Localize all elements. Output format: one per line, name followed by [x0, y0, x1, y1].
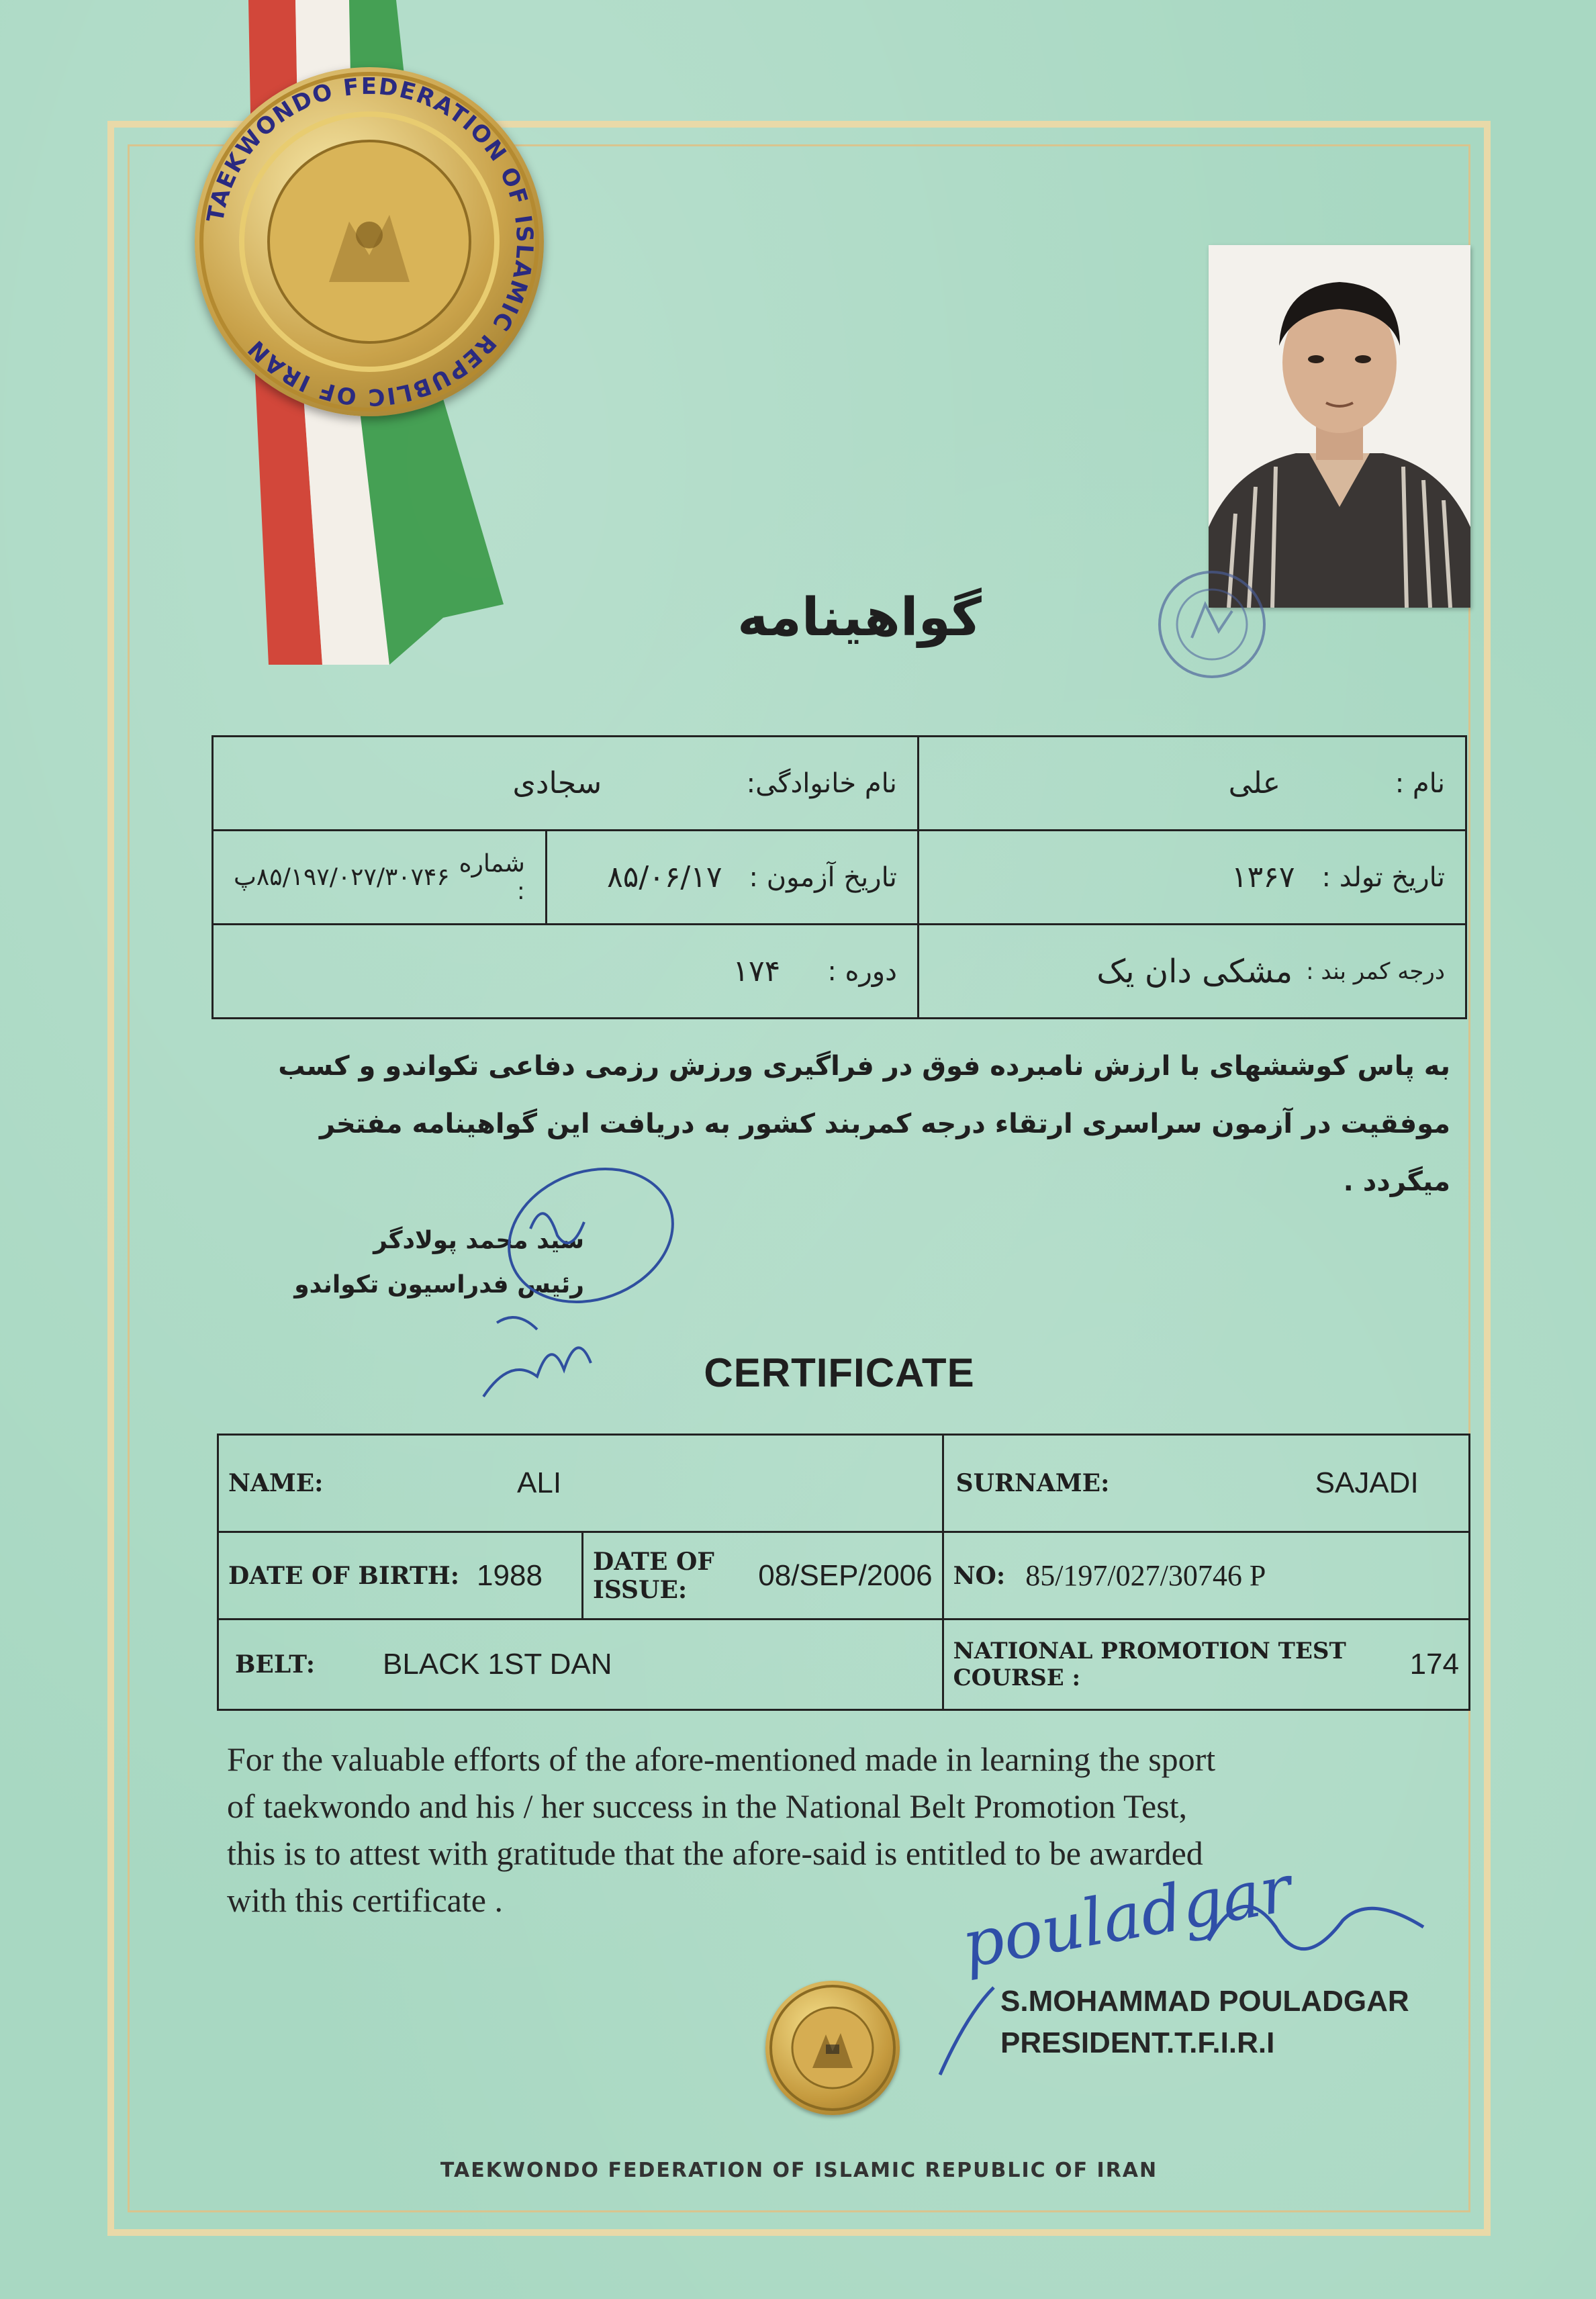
en-paragraph-line-3: this is to attest with gratitude that the afore-said is entitled to be awarded	[227, 1834, 1203, 1872]
fa-paragraph-line-2: موفقیت در آزمون سراسری ارتقاء درجه کمربند کشور به دریافت این گواهینامه مفتخر	[319, 1109, 1450, 1139]
en-paragraph-line-4: with this certificate .	[227, 1881, 503, 1919]
fa-number-value: ۸۵/۱۹۷/۰۲۷/۳۰۷۴۶پ	[234, 863, 450, 891]
signature-text: pouladgar	[956, 1850, 1297, 1983]
fa-course-label: دوره :	[827, 955, 897, 987]
en-belt-value: BLACK 1ST DAN	[383, 1648, 612, 1681]
en-belt-cell	[218, 1620, 943, 1710]
fa-name-cell	[918, 737, 1466, 831]
small-gold-seal	[765, 1981, 900, 2115]
seal-ring-text: TAEKWONDO FEDERATION OF ISLAMIC REPUBLIC OF IRAN	[201, 73, 538, 411]
en-issue-label: DATE OF ISSUE:	[593, 1547, 714, 1604]
en-issue-value: 08/SEP/2006	[758, 1558, 933, 1592]
portrait-photo	[1209, 245, 1470, 608]
persian-paragraph	[222, 1037, 1450, 1211]
en-no-label: NO:	[953, 1561, 1006, 1590]
fa-exam-cell	[546, 831, 918, 925]
en-paragraph-line-2: of taekwondo and his / her success in the National Belt Promotion Test,	[227, 1787, 1188, 1825]
en-name-cell	[218, 1435, 943, 1532]
en-belt-label: BELT:	[235, 1650, 316, 1679]
fa-paragraph-line-1: به پاس کوششهای با ارزش نامبرده فوق در فراگیری ورزش رزمی دفاعی تکواندو و کسب	[278, 1051, 1450, 1082]
en-name-label: NAME:	[228, 1469, 324, 1497]
fa-exam-label: تاریخ آزمون :	[749, 861, 897, 893]
photo-stamp	[1152, 564, 1272, 685]
en-surname-label: SURNAME:	[955, 1469, 1110, 1497]
fa-belt-cell	[918, 925, 1466, 1019]
en-dob-label: DATE OF BIRTH:	[228, 1561, 460, 1590]
fa-number-cell	[213, 831, 547, 925]
persian-info-table	[212, 735, 1467, 1019]
en-course-cell	[943, 1620, 1469, 1710]
fa-course-cell	[213, 925, 919, 1019]
fa-dob-label: تاریخ تولد :	[1321, 861, 1445, 893]
en-dob-value: 1988	[477, 1558, 543, 1592]
fa-surname-label: نام خانوادگی:	[746, 767, 897, 799]
fa-number-label: شماره :	[459, 849, 525, 905]
english-info-table	[217, 1434, 1470, 1711]
fa-exam-value: ۸۵/۰۶/۱۷	[607, 860, 722, 894]
fa-belt-label: درجه کمر بند :	[1306, 957, 1445, 985]
federation-seal	[195, 67, 544, 416]
footer-federation-name: TAEKWONDO FEDERATION OF ISLAMIC REPUBLIC OF IRAN	[440, 2159, 1158, 2182]
en-no-value: 85/197/027/30746 P	[1025, 1559, 1266, 1592]
en-dob-cell	[218, 1532, 583, 1620]
certificate-title: CERTIFICATE	[704, 1350, 975, 1395]
fa-paragraph-line-3: میگردد .	[1343, 1166, 1450, 1197]
en-paragraph-line-1: For the valuable efforts of the afore-mentioned made in learning the sport	[227, 1740, 1216, 1778]
en-issue-cell	[583, 1532, 943, 1620]
persian-title: گواهینامه	[737, 588, 982, 648]
fa-signer-name: سید محمد پولادگر	[373, 1227, 584, 1254]
en-name-value: ALI	[517, 1466, 562, 1499]
fa-name-value: علی	[1228, 766, 1281, 800]
en-course-label: NATIONAL PROMOTION TEST COURSE :	[953, 1638, 1346, 1691]
en-surname-value: SAJADI	[1315, 1466, 1419, 1499]
fa-course-value: ۱۷۴	[733, 954, 781, 988]
president-name: S.MOHAMMAD POULADGAR	[1000, 1985, 1409, 2018]
fa-dob-cell	[918, 831, 1466, 925]
persian-signature-ink	[457, 1155, 698, 1423]
en-no-cell	[943, 1532, 1469, 1620]
fa-signer-title: رئیس فدراسیون تکواندو	[294, 1271, 584, 1299]
fa-surname-cell	[213, 737, 919, 831]
fa-belt-value: مشکی دان یک	[1096, 952, 1293, 990]
president-block	[1000, 1981, 1409, 2064]
fa-dob-value: ۱۳۶۷	[1231, 860, 1295, 894]
president-title: PRESIDENT.T.F.I.R.I	[1000, 2026, 1275, 2059]
en-course-value: 174	[1409, 1648, 1459, 1681]
en-surname-cell	[943, 1435, 1469, 1532]
fa-surname-value: سجادی	[512, 766, 602, 800]
fa-name-label: نام :	[1395, 767, 1445, 799]
